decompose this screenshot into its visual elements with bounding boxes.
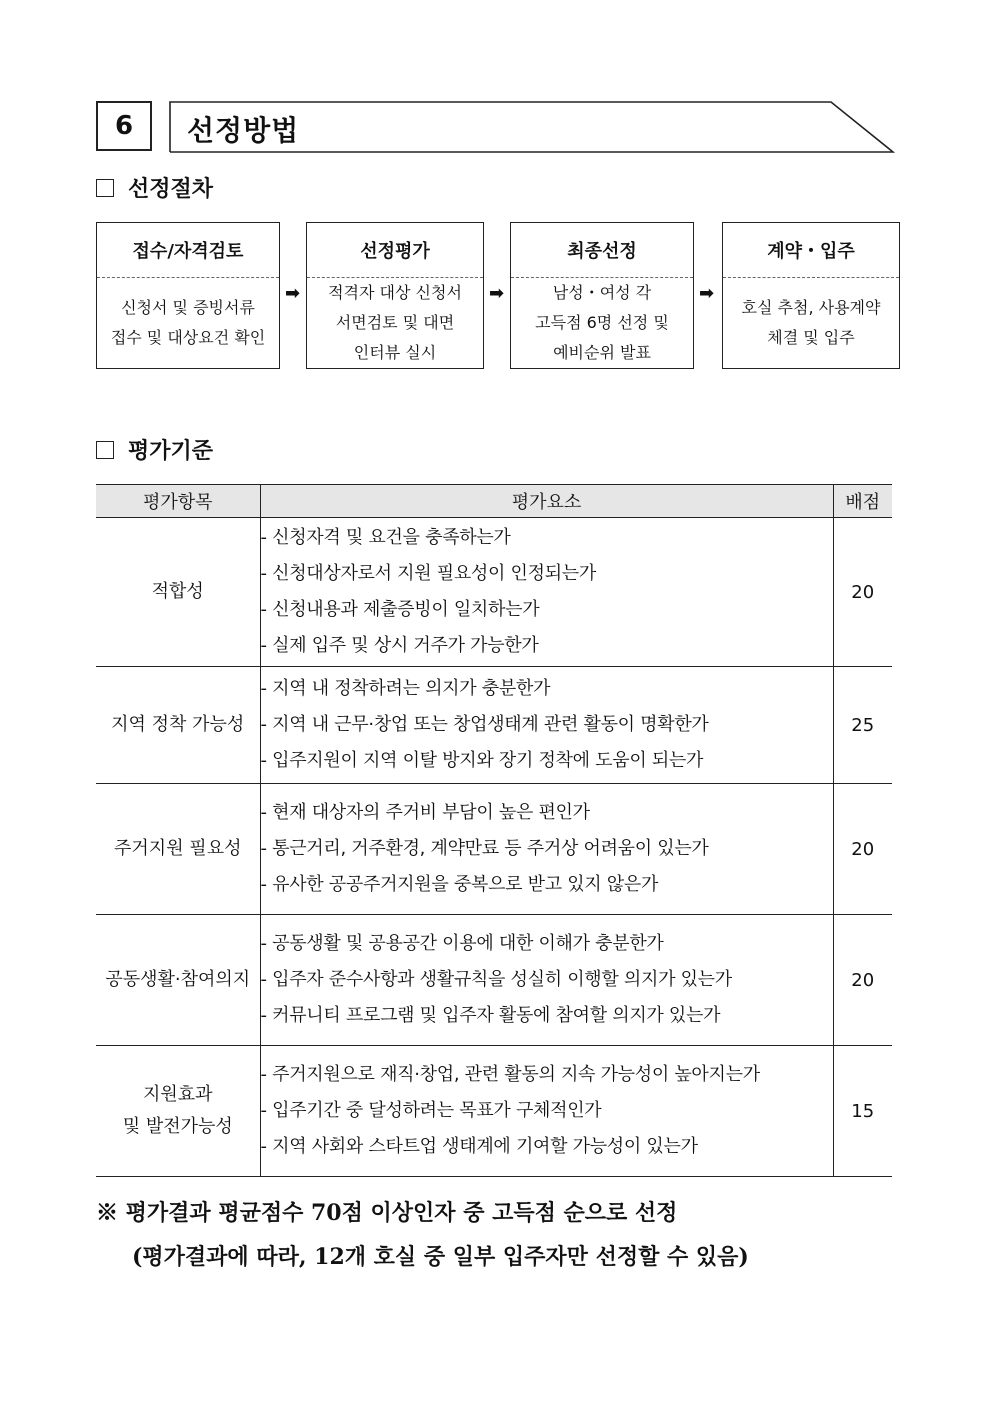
header-elements: 평가요소 <box>260 485 833 518</box>
criteria-score: 20 <box>833 784 892 915</box>
table-row <box>96 1046 892 1177</box>
table-row <box>96 915 892 1046</box>
step-box-4 <box>722 222 900 369</box>
section-title: 선정방법 <box>187 114 300 147</box>
header-item: 평가항목 <box>96 485 260 518</box>
criteria-element: - 신청자격 및 요건을 충족하는가 <box>260 527 511 548</box>
criteria-element: - 입주기간 중 달성하려는 목표가 구체적인가 <box>260 1100 602 1121</box>
criteria-element: - 입주지원이 지역 이탈 방지와 장기 정착에 도움이 되는가 <box>260 750 704 771</box>
step-box-3 <box>510 222 694 369</box>
criteria-elements <box>260 667 833 784</box>
criteria-element: - 통근거리, 거주환경, 계약만료 등 주거상 어려움이 있는가 <box>260 838 709 859</box>
selection-note-detail: (평가결과에 따라, 12개 호실 중 일부 입주자만 선정할 수 있음) <box>132 1244 749 1270</box>
criteria-item: 주거지원 필요성 <box>96 784 260 915</box>
procedure-heading <box>96 172 213 203</box>
criteria-element: - 입주자 준수사항과 생활규칙을 성실히 이행할 의지가 있는가 <box>260 969 732 990</box>
step-title: 접수/자격검토 <box>97 223 279 278</box>
step-description: 적격자 대상 신청서 서면검토 및 대면 인터뷰 실시 <box>328 283 462 362</box>
table-header-row <box>96 485 892 518</box>
criteria-element: - 현재 대상자의 주거비 부담이 높은 편인가 <box>260 802 590 823</box>
step-description: 신청서 및 증빙서류 접수 및 대상요건 확인 <box>110 298 266 347</box>
arrow-right-icon: ➡ <box>489 283 505 304</box>
criteria-score: 20 <box>833 518 892 667</box>
step-box-1 <box>96 222 280 369</box>
criteria-element: - 주거지원으로 재직·창업, 관련 활동의 지속 가능성이 높아지는가 <box>260 1064 760 1085</box>
criteria-score: 25 <box>833 667 892 784</box>
criteria-item: 적합성 <box>96 518 260 667</box>
step-title: 계약・입주 <box>723 223 899 278</box>
criteria-elements <box>260 518 833 667</box>
table-row <box>96 518 892 667</box>
arrow-right-icon: ➡ <box>699 283 715 304</box>
criteria-element: - 유사한 공공주거지원을 중복으로 받고 있지 않은가 <box>260 874 659 895</box>
section-number: 6 <box>96 101 152 151</box>
selection-note: ※ 평가결과 평균점수 70점 이상인자 중 고득점 순으로 선정 <box>96 1200 678 1226</box>
table-row <box>96 784 892 915</box>
criteria-item: 공동생활·참여의지 <box>96 915 260 1046</box>
step-description: 남성・여성 각 고득점 6명 선정 및 예비순위 발표 <box>535 283 669 362</box>
step-description: 호실 추첨, 사용계약 체결 및 입주 <box>741 298 881 347</box>
criteria-elements <box>260 915 833 1046</box>
criteria-score: 15 <box>833 1046 892 1177</box>
procedure-heading-text: 선정절차 <box>128 176 214 202</box>
criteria-element: - 지역 내 근무·창업 또는 창업생태계 관련 활동이 명확한가 <box>260 714 709 735</box>
criteria-element: - 신청대상자로서 지원 필요성이 인정되는가 <box>260 563 596 584</box>
criteria-element: - 신청내용과 제출증빙이 일치하는가 <box>260 599 540 620</box>
header-score: 배점 <box>833 485 892 518</box>
criteria-elements <box>260 784 833 915</box>
table-row <box>96 667 892 784</box>
criteria-elements <box>260 1046 833 1177</box>
criteria-item: 지원효과 및 발전가능성 <box>96 1046 260 1177</box>
criteria-heading-text: 평가기준 <box>128 438 214 464</box>
evaluation-table <box>96 484 892 1177</box>
checkbox-square-icon <box>96 179 114 197</box>
criteria-heading <box>96 434 213 465</box>
arrow-right-icon: ➡ <box>285 283 301 304</box>
criteria-element: - 지역 사회와 스타트업 생태계에 기여할 가능성이 있는가 <box>260 1136 698 1157</box>
step-title: 선정평가 <box>307 223 483 278</box>
checkbox-square-icon <box>96 441 114 459</box>
step-title: 최종선정 <box>511 223 693 278</box>
criteria-element: - 공동생활 및 공용공간 이용에 대한 이해가 충분한가 <box>260 933 664 954</box>
step-box-2 <box>306 222 484 369</box>
criteria-element: - 커뮤니티 프로그램 및 입주자 활동에 참여할 의지가 있는가 <box>260 1005 721 1026</box>
criteria-score: 20 <box>833 915 892 1046</box>
criteria-item: 지역 정착 가능성 <box>96 667 260 784</box>
criteria-element: - 지역 내 정착하려는 의지가 충분한가 <box>260 678 551 699</box>
criteria-element: - 실제 입주 및 상시 거주가 가능한가 <box>260 635 539 656</box>
section-title-box <box>169 101 895 153</box>
